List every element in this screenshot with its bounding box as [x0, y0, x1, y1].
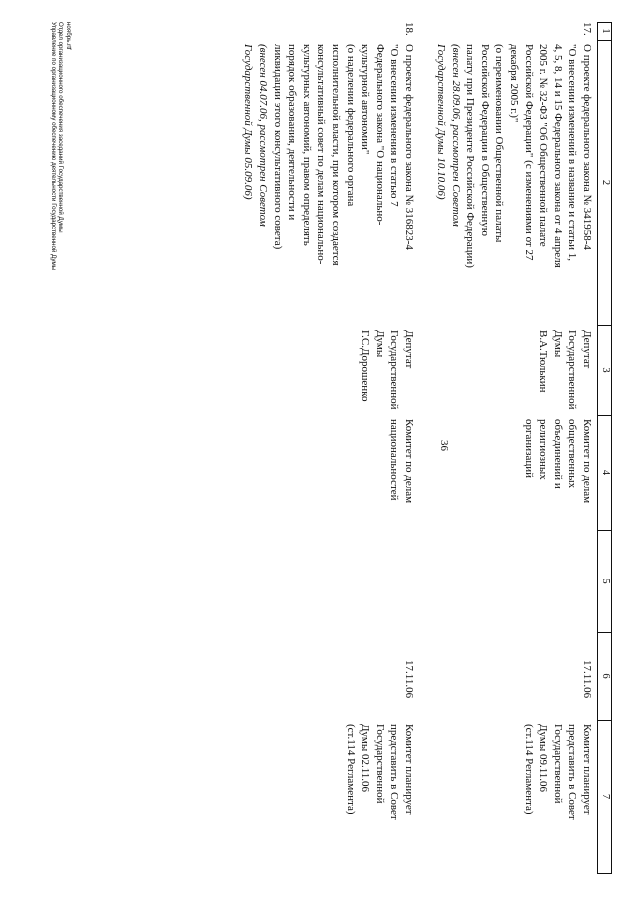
- date-value: 17.11.06: [403, 660, 415, 699]
- bill-description: [433, 44, 594, 332]
- committee-line: общественных: [566, 419, 579, 489]
- bill-text-line: Российской Федерации в Общественную: [478, 44, 491, 236]
- status-line: Комитет планирует: [403, 724, 415, 815]
- page-number: 36: [438, 440, 450, 451]
- bill-text-line: палату при Президенте Российской Федерации): [464, 44, 477, 268]
- author-line: Думы: [373, 330, 386, 358]
- bill-note-line: (внесен 04.07.06, рассмотрен Советом: [257, 44, 270, 227]
- committee-line: организаций: [522, 419, 535, 479]
- author-line: Государственной: [388, 330, 401, 410]
- bill-text-line: исполнительной власти, при котором создается: [330, 44, 343, 266]
- bill-author: [358, 330, 416, 420]
- document-page: [36, 12, 640, 882]
- column-header: 4: [600, 469, 611, 476]
- column-header: 5: [600, 578, 611, 584]
- footer-directorate: Управление по организационному обеспечению деятельности Государственной Думы: [49, 22, 57, 271]
- column-header: 6: [600, 673, 611, 679]
- bill-note-line: Государственной Думы 05.09.06): [242, 44, 255, 200]
- status-note: [521, 724, 594, 872]
- column-header: 3: [600, 367, 611, 373]
- bill-text-line: культурных автономий, правом определять: [300, 44, 313, 246]
- status-note: [343, 724, 416, 872]
- column-header-row: [598, 22, 612, 874]
- footer-file-name: ноябрь.rtf: [65, 22, 72, 50]
- committee-line: Комитет по делам: [581, 419, 593, 504]
- bill-text-line: декабря 2005 г.)": [508, 44, 521, 123]
- column-header: 1: [600, 28, 611, 34]
- committee-line: Комитет по делам: [403, 419, 415, 504]
- status-line: (ст.114 Регламента): [522, 724, 535, 815]
- bill-text-line: порядок образования, деятельности и: [286, 44, 299, 221]
- bill-text-line: "О внесении изменений в название и статьи 1,: [566, 44, 579, 261]
- bill-text-line: (о наделении федерального органа: [344, 44, 357, 207]
- bill-text-line: консультативный совет по делам национально-: [315, 44, 328, 265]
- row-number: 18.: [403, 22, 415, 36]
- row-number: 17.: [581, 22, 593, 36]
- author-line: Г.С.Дорошенко: [359, 330, 372, 402]
- status-line: Думы 02.11.06: [359, 724, 372, 793]
- status-line: (ст.114 Регламента): [344, 724, 357, 815]
- bill-author: [536, 330, 594, 420]
- status-line: Государственной: [551, 724, 564, 804]
- footer-department: Отдел организационного обеспечения заседаний Государственной Думы: [57, 22, 65, 233]
- status-line: представить в Совет: [566, 724, 579, 820]
- bill-text-line: культурной автономии": [359, 44, 372, 155]
- bill-text-line: ликвидации этого консультативного совета): [271, 44, 284, 250]
- bill-text-line: О проекте федерального закона № 341958-4: [581, 44, 593, 250]
- author-line: Думы: [551, 330, 564, 358]
- responsible-committee: [521, 419, 594, 529]
- bill-text-line: Федерального закона "О национально-: [373, 44, 386, 226]
- bill-text-line: "О внесении изменения в статью 7: [388, 44, 401, 207]
- bill-text-line: (о переименовании Общественной палаты: [493, 44, 506, 243]
- status-line: Думы 09.11.06: [537, 724, 550, 793]
- bill-text-line: О проекте федерального закона № 316823-4: [403, 44, 415, 250]
- committee-line: объединений и: [551, 419, 564, 489]
- bill-description: [241, 44, 416, 332]
- bill-note-line: Государственной Думы 10.10.06): [435, 44, 448, 200]
- author-line: Депутат: [581, 330, 593, 369]
- committee-line: религиозных: [537, 419, 550, 480]
- column-divider: [598, 873, 612, 874]
- bill-text-line: Российской Федерации" (с изменениями от 27: [522, 44, 535, 261]
- bill-note-line: (внесен 28.09.06, рассмотрен Советом: [449, 44, 462, 227]
- author-line: В.А.Тюлькин: [537, 330, 550, 393]
- author-line: Государственной: [566, 330, 579, 410]
- column-header: 7: [600, 793, 611, 800]
- bill-text-line: 4, 5, 8, 14 и 15 Федерального закона от 4 апреля: [551, 44, 564, 268]
- committee-line: национальностей: [388, 419, 401, 501]
- author-line: Депутат: [403, 330, 415, 369]
- responsible-committee: [387, 419, 416, 529]
- status-line: Комитет планирует: [581, 724, 593, 815]
- page-footer: [49, 22, 72, 270]
- date-value: 17.11.06: [581, 660, 593, 699]
- status-line: Государственной: [373, 724, 386, 804]
- bill-text-line: 2005 г. № 32-ФЗ "Об Общественной палате: [537, 44, 550, 247]
- status-line: представить в Совет: [388, 724, 401, 820]
- column-header: 2: [600, 179, 611, 186]
